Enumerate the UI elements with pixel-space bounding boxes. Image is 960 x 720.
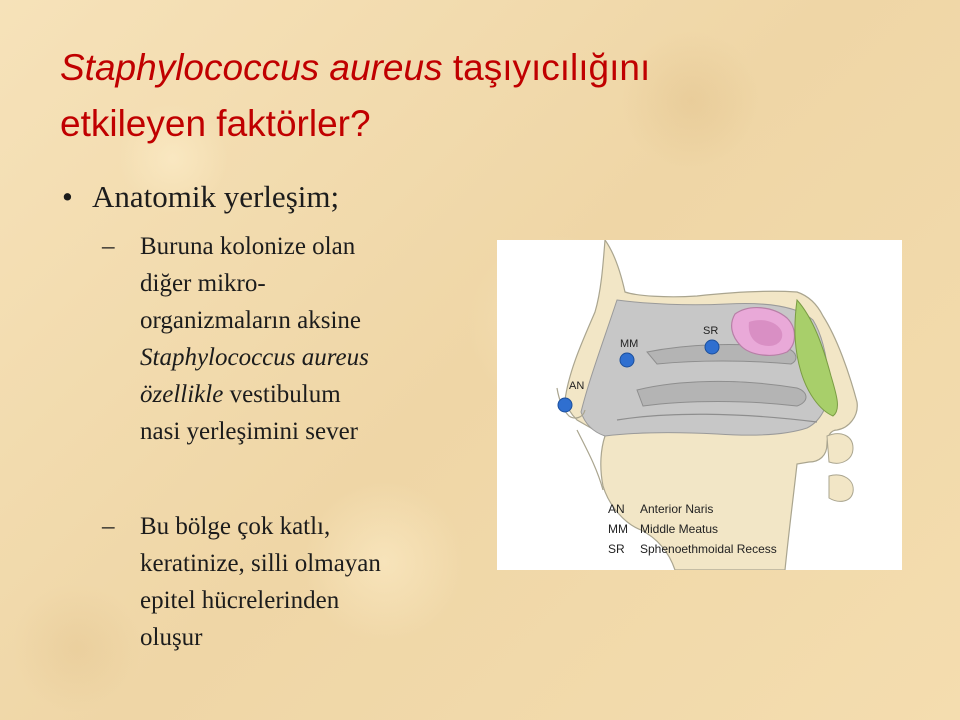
sub1-line5-rest: vestibulum [223, 381, 341, 408]
sub2-line3: epitel hücrelerinden [140, 587, 340, 614]
point-sr [705, 340, 719, 354]
nasal-anatomy-figure [497, 240, 902, 570]
legend-row-mm [608, 519, 777, 539]
title-line2: etkileyen faktörler? [60, 103, 371, 144]
bullet-text: Anatomik yerleşim; [92, 179, 340, 214]
sub-bullet-text [140, 508, 472, 656]
sub2-line4: oluşur [140, 624, 203, 651]
slide-title [60, 40, 920, 152]
legend-name: Middle Meatus [640, 522, 719, 536]
sub-bullet-text [140, 228, 472, 450]
sub1-line3: organizmaların aksine [140, 307, 361, 334]
legend-name: Anterior Naris [640, 502, 714, 516]
upper-lip-outline [577, 430, 603, 490]
sub-bullet-colonization [102, 228, 472, 450]
point-mm [620, 353, 634, 367]
label-an: AN [569, 380, 585, 392]
title-rest: taşıyıcılığını [442, 47, 651, 88]
sub1-line1: Buruna kolonize olan [140, 233, 356, 260]
title-organism: Staphylococcus aureus [60, 47, 443, 88]
sub-bullet-marker: – [102, 513, 115, 540]
bullet-anatomic-location [62, 175, 339, 219]
legend-row-an [608, 499, 777, 519]
vertebra-shape [829, 475, 853, 501]
sub2-line1: Bu bölge çok katlı, [140, 513, 331, 540]
legend-name: Sphenoethmoidal Recess [640, 542, 777, 556]
bullet-marker: • [62, 179, 73, 214]
sub2-line2: keratinize, silli olmayan [140, 550, 381, 577]
legend-abbr: AN [608, 502, 625, 516]
point-an [558, 398, 572, 412]
sub1-line6: nasi yerleşimini sever [140, 418, 358, 445]
sub1-line4: Staphylococcus aureus [140, 344, 369, 371]
figure-legend [608, 499, 777, 559]
legend-abbr: MM [608, 522, 628, 536]
legend-abbr: SR [608, 542, 625, 556]
sub1-line5-italic: özellikle [140, 381, 224, 408]
legend-row-sr [608, 539, 777, 559]
sub1-line2: diğer mikro- [140, 270, 266, 297]
sub-bullet-epithelium [102, 508, 472, 656]
vertebra-shape [827, 434, 853, 464]
nasal-cavity-interior [581, 300, 829, 436]
label-sr: SR [703, 325, 719, 337]
label-mm: MM [620, 338, 639, 350]
sub-bullet-marker: – [102, 233, 115, 260]
